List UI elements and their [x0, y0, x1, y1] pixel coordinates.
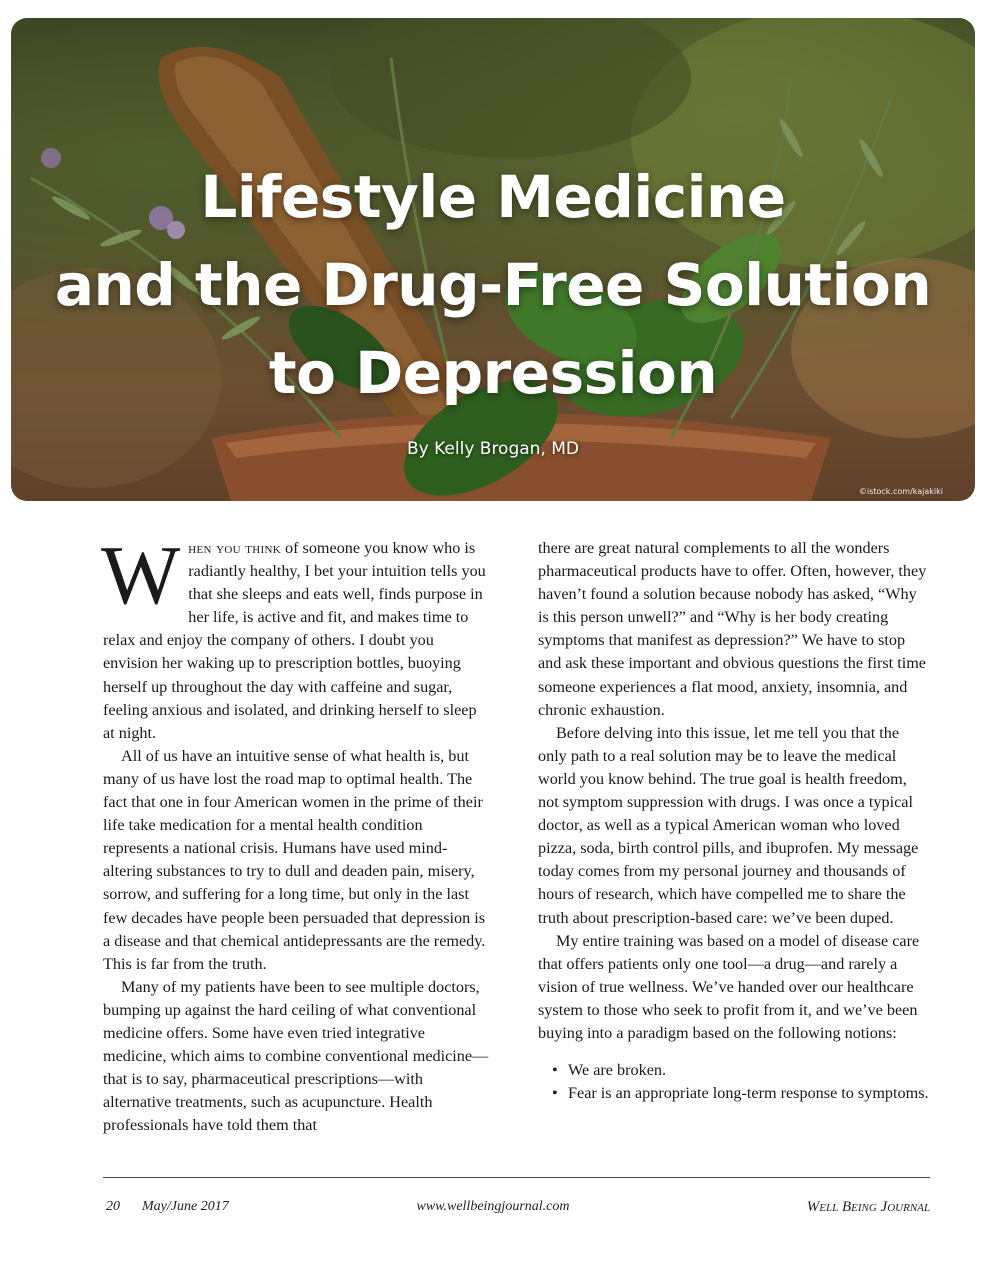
footer-divider — [103, 1177, 930, 1178]
paragraph-2: All of us have an intuitive sense of what health is, but many of us have lost the road map to optimal health. The fact that one in four American women in the prime of their life take medication for a mental health condition represents a national crisis. Humans have used mind-altering substances to try to dull and deaden pain, misery, sorrow, and suffering for a long time, but only in the last few decades have people been persuaded that depression is a disease and that chemical antidepressants are the remedy. This is far from the truth. — [103, 746, 486, 973]
list-item: • Fear is an appropriate long-term response to symptoms. — [552, 1082, 930, 1105]
list-item: • We are broken. — [552, 1059, 930, 1082]
photo-credit: ©istock.com/kajakiki — [858, 487, 943, 496]
paragraph-4: there are great natural complements to all the wonders pharmaceutical products have to offer. Often, however, they haven’t found a solution because nobody has asked, “Why is this person unwell?” and “Why is her body creating symptoms that manifest as depression?” We have to stop and ask these important and obvious questions the first time someone experiences a flat mood, anxiety, insomnia, and chronic exhaustion. — [538, 539, 927, 719]
hero-image — [11, 18, 975, 501]
page-number: 20 — [106, 1199, 120, 1214]
paragraph-5: Before delving into this issue, let me tell you that the only path to a real solution may be to leave the medical world you know behind. The true goal is health freedom, not symptom suppression with drugs. I was once a typical doctor, as well as a typical American woman who loved pizza, soda, birth control pills, and ibuprofen. My message today comes from my personal journey and thousands of hours of research, which have compelled me to share the truth about prescription-based care: we’ve been duped. — [538, 723, 919, 927]
paragraph-6: My entire training was based on a model of disease care that offers patients only one tool—a drug—and rarely a vision of true wellness. We’ve handed over our healthcare system to those who seek to profit from it, and we’ve been buying into a paradigm based on the following notions: — [538, 931, 920, 1042]
article-column-right — [538, 537, 930, 1105]
notions-list — [538, 1059, 930, 1105]
paragraph-3: Many of my patients have been to see multiple doctors, bumping up against the hard ceiling of what conventional medicine offers. Some have even tried integrative medicine, which aims to combine conventional medicine—that is to say, pharmaceutical prescriptions—with alternative treatments, such as acupuncture. Health professionals have told them that — [103, 977, 489, 1135]
title-line-2: and the Drug-Free Solution — [54, 251, 932, 319]
article-title — [11, 153, 975, 417]
journal-name: Well Being Journal — [806, 1199, 930, 1215]
lead-in: hen you think — [188, 539, 281, 557]
author-byline: By Kelly Brogan, MD — [406, 439, 580, 459]
website-link[interactable]: www.wellbeingjournal.com — [416, 1199, 570, 1214]
title-line-1: Lifestyle Medicine — [200, 163, 786, 231]
paragraph-1 — [101, 529, 489, 745]
title-line-3: to Depression — [268, 339, 718, 407]
issue-date: May/June 2017 — [142, 1199, 229, 1214]
drop-cap: W — [101, 529, 181, 622]
paragraph-1-text: of someone you know who is radiantly healthy, I bet your intuition tells you that she sleeps and eats well, finds purpose in her life, is active and fit, and makes time to relax and enjoy the company of others. I doubt you envision her waking up to prescription bottles, buoying herself up throughout the day with caffeine and sugar, feeling anxious and isolated, and drinking herself to sleep at night. — [103, 539, 486, 742]
article-column-left — [101, 529, 489, 1137]
